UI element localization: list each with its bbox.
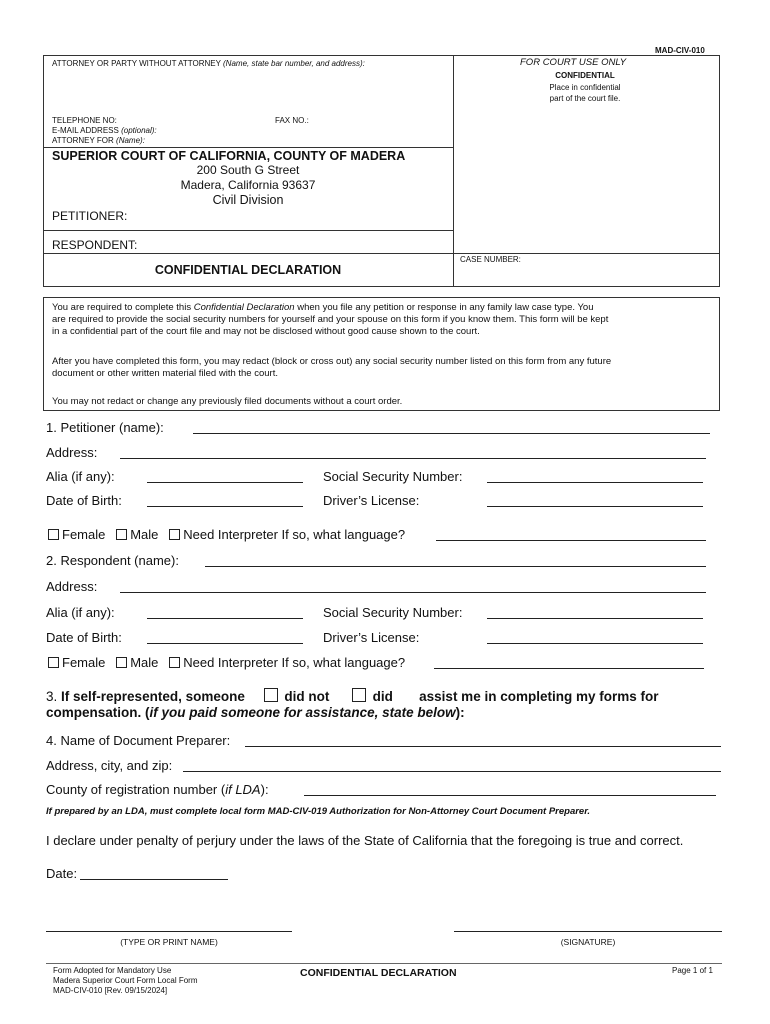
petitioner-label: PETITIONER:: [52, 209, 128, 223]
respondent-interpreter-checkbox[interactable]: [169, 657, 180, 668]
county-registration-label: County of registration number (if LDA):: [46, 782, 269, 797]
declaration-text: I declare under penalty of perjury under the laws of the State of California that the foregoing is true and correct.: [46, 833, 684, 848]
court-use-only: FOR COURT USE ONLY: [520, 57, 627, 68]
preparer-address-label: Address, city, and zip:: [46, 758, 173, 773]
preparer-address-field[interactable]: [183, 771, 721, 772]
notice-paragraph-2: After you have completed this form, you may redact (block or cross out) any social security number listed on this form from any future document or other written material filed with the court.: [52, 356, 612, 379]
respondent-gender-row: Female Male Need Interpreter If so, what language?: [48, 655, 405, 670]
preparer-field[interactable]: [245, 746, 721, 747]
petitioner-address-field[interactable]: [120, 458, 706, 459]
email-label: E-MAIL ADDRESS (optional):: [52, 126, 157, 135]
place-line2: part of the court file.: [549, 94, 621, 103]
respondent-dob-label: Date of Birth:: [46, 630, 122, 645]
self-represented-line: 3. If self-represented, someone did not did assist me in completing my forms for: [46, 689, 659, 704]
county-registration-field[interactable]: [304, 795, 716, 796]
petitioner-female-checkbox[interactable]: [48, 529, 59, 540]
respondent-address-label: Address:: [46, 579, 98, 594]
petitioner-dob-field[interactable]: [147, 506, 303, 507]
signature-field[interactable]: [454, 931, 722, 932]
petitioner-name-label: 1. Petitioner (name):: [46, 420, 164, 435]
print-name-label: (TYPE OR PRINT NAME): [120, 937, 218, 947]
form-id: MAD-CIV-010: [655, 46, 705, 55]
notice-paragraph-1: You are required to complete this Confidential Declaration when you file any petition or response in any family law case type. You are required to provide the social security numbers for yourself and your spouse on this form if you know them. This form will be kept in a confidential part of the court file and may not be disclosed without good cause shown to the court.: [52, 302, 609, 337]
print-name-field[interactable]: [46, 931, 292, 932]
form-title: CONFIDENTIAL DECLARATION: [154, 263, 342, 277]
respondent-female-checkbox[interactable]: [48, 657, 59, 668]
respondent-ssn-field[interactable]: [487, 618, 703, 619]
respondent-alias-field[interactable]: [147, 618, 303, 619]
respondent-dob-field[interactable]: [147, 643, 303, 644]
case-number-label: CASE NUMBER:: [460, 255, 521, 264]
footer-page: Page 1 of 1: [672, 966, 713, 975]
court-city: Madera, California 93637: [180, 178, 316, 192]
petitioner-address-label: Address:: [46, 445, 98, 460]
respondent-language-field[interactable]: [434, 668, 704, 669]
confidential-label: CONFIDENTIAL: [555, 71, 615, 80]
petitioner-language-field[interactable]: [436, 540, 706, 541]
respondent-name-label: 2. Respondent (name):: [46, 553, 179, 568]
petitioner-license-label: Driver’s License:: [323, 493, 420, 508]
attorney-label: ATTORNEY OR PARTY WITHOUT ATTORNEY (Name, state bar number, and address):: [52, 59, 365, 68]
respondent-alias-label: Alia (if any):: [46, 605, 115, 620]
court-street: 200 South G Street: [196, 163, 300, 177]
petitioner-dob-label: Date of Birth:: [46, 493, 122, 508]
respondent-license-label: Driver’s License:: [323, 630, 420, 645]
telephone-label: TELEPHONE NO:: [52, 116, 117, 125]
fax-label: FAX NO.:: [275, 116, 309, 125]
date-field[interactable]: [80, 879, 228, 880]
respondent-label: RESPONDENT:: [52, 238, 138, 252]
respondent-address-field[interactable]: [120, 592, 706, 593]
attorney-for-label: ATTORNEY FOR (Name):: [52, 136, 145, 145]
compensation-line: compensation. (if you paid someone for assistance, state below):: [46, 705, 465, 720]
footer-rule: [46, 963, 722, 964]
petitioner-interpreter-checkbox[interactable]: [169, 529, 180, 540]
preparer-label: 4. Name of Document Preparer:: [46, 733, 231, 748]
respondent-license-field[interactable]: [487, 643, 703, 644]
date-label: Date:: [46, 866, 78, 881]
petitioner-ssn-field[interactable]: [487, 482, 703, 483]
petitioner-gender-row: Female Male Need Interpreter If so, what language?: [48, 527, 405, 542]
petitioner-name-field[interactable]: [193, 433, 710, 434]
signature-label: (SIGNATURE): [560, 937, 616, 947]
did-not-checkbox[interactable]: [264, 688, 278, 702]
petitioner-alias-label: Alia (if any):: [46, 469, 115, 484]
court-division: Civil Division: [212, 193, 284, 207]
footer-title: CONFIDENTIAL DECLARATION: [300, 967, 457, 979]
place-line1: Place in confidential: [549, 83, 621, 92]
petitioner-alias-field[interactable]: [147, 482, 303, 483]
petitioner-male-checkbox[interactable]: [116, 529, 127, 540]
lda-note: If prepared by an LDA, must complete local form MAD-CIV-019 Authorization for Non-Attorney Court Document Preparer.: [46, 806, 591, 817]
petitioner-license-field[interactable]: [487, 506, 703, 507]
respondent-male-checkbox[interactable]: [116, 657, 127, 668]
petitioner-ssn-label: Social Security Number:: [323, 469, 463, 484]
respondent-name-field[interactable]: [205, 566, 706, 567]
court-name: SUPERIOR COURT OF CALIFORNIA, COUNTY OF MADERA: [52, 149, 406, 163]
did-checkbox[interactable]: [352, 688, 366, 702]
notice-paragraph-3: You may not redact or change any previously filed documents without a court order.: [52, 396, 403, 407]
respondent-ssn-label: Social Security Number:: [323, 605, 463, 620]
footer-left: Form Adopted for Mandatory Use Madera Superior Court Form Local Form MAD-CIV-010 [Rev. 09/15/2024]: [53, 966, 198, 995]
